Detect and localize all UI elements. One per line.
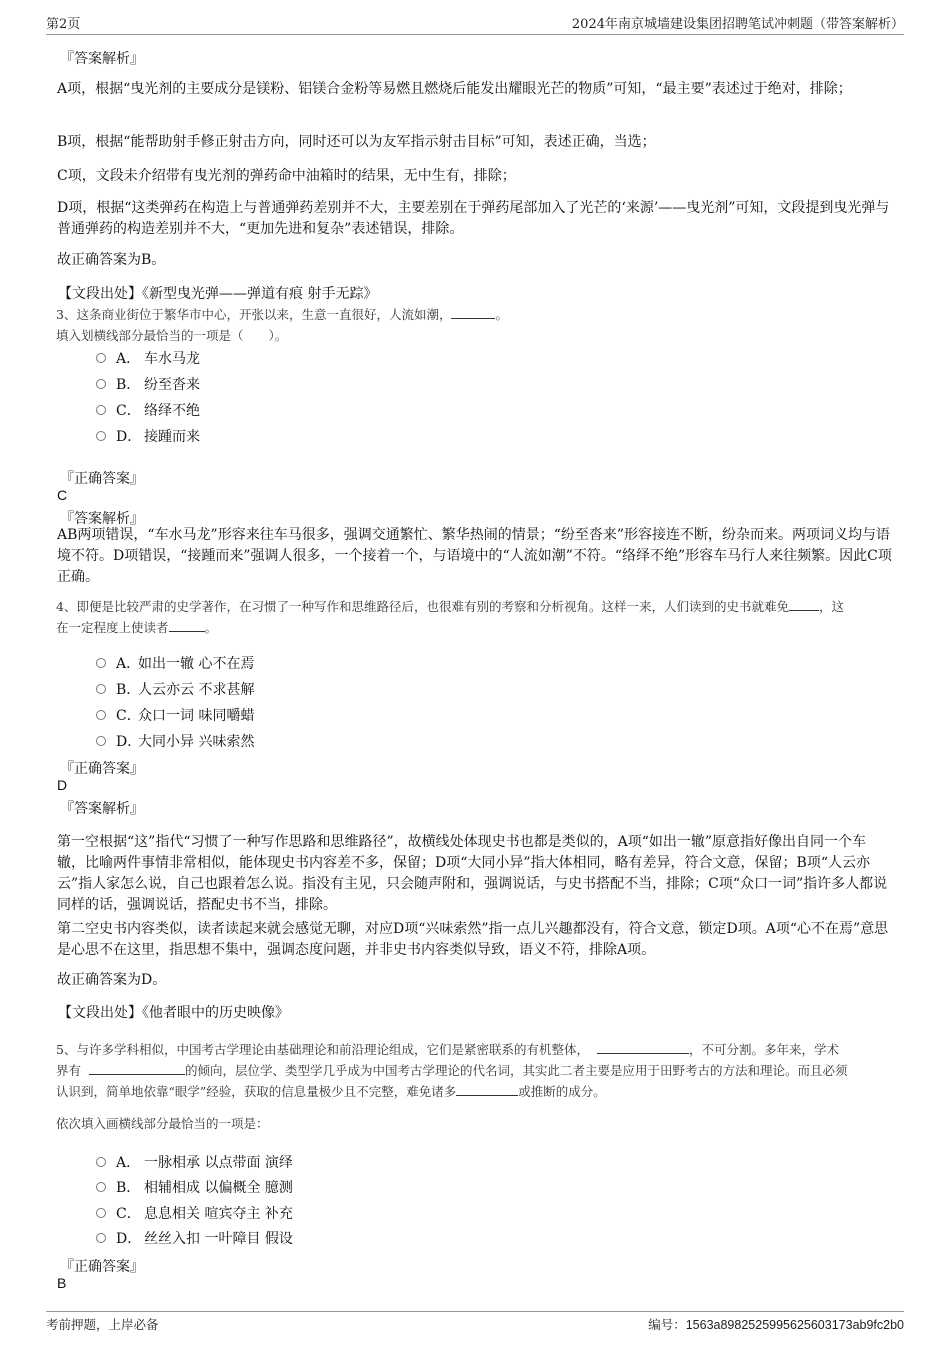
q5-blank-2 bbox=[89, 1060, 185, 1075]
radio-icon[interactable] bbox=[96, 684, 106, 694]
q2-analysis-d: D项，根据“这类弹药在构造上与普通弹药差别并不大，主要差别在于弹药尾部加入了光芒的‘来源’——曳光剂”可知，文段提到曳光弹与普通弹药的构造差别并不大，“更加先进和复杂”表述错误，排除。 bbox=[57, 200, 890, 237]
q3-analysis-label: 『答案解析』 bbox=[60, 511, 144, 527]
q5-blank-3 bbox=[456, 1081, 518, 1096]
q2-analysis-b: B项，根据“能帮助射手修正射击方向，同时还可以为友军指示射击目标”可知，表述正确，当选； bbox=[57, 134, 656, 150]
radio-icon[interactable] bbox=[96, 1157, 106, 1167]
radio-icon[interactable] bbox=[96, 710, 106, 720]
document-title: 2024年南京城墙建设集团招聘笔试冲刺题（带答案解析） bbox=[571, 17, 904, 32]
q3-instruction: 填入划横线部分最恰当的一项是（ ）。 bbox=[56, 328, 288, 343]
q4-analysis-2: 第二空史书内容类似，读者读起来就会感觉无聊，对应D项“兴味索然”指一点儿兴趣都没有，符合文意，锁定D项。A项“心不在焉”意思是心思不在这里，指思想不集中，强调态度问题，并非史书内容类似导致，语义不符，排除A项。 bbox=[57, 921, 889, 958]
q3-analysis: AB两项错误，“车水马龙”形容来往车马很多，强调交通繁忙、繁华热闹的情景；“纷至沓来”形容接连不断，纷杂而来。两项词义均与语境不符。D项错误，“接踵而来”强调人很多，一个接着一个，与语境中的“人流如潮”不符。“络绎不绝”形容车马行人来往频繁。因此C项正确。 bbox=[57, 527, 892, 585]
radio-icon[interactable] bbox=[96, 1182, 106, 1192]
q4-option-b[interactable]: B． 人云亦云 不求甚解 bbox=[96, 679, 254, 699]
radio-icon[interactable] bbox=[96, 736, 106, 746]
page-number: 第2页 bbox=[46, 17, 81, 32]
radio-icon[interactable] bbox=[96, 1233, 106, 1243]
q3-answer: C bbox=[57, 487, 68, 503]
q3-option-d[interactable]: D． 接踵而来 bbox=[96, 426, 200, 446]
q4-option-c[interactable]: C． 众口一词 味同嚼蜡 bbox=[96, 705, 254, 725]
footer-slogan: 考前押题，上岸必备 bbox=[46, 1317, 159, 1332]
q3-option-c[interactable]: C． 络绎不绝 bbox=[96, 400, 200, 420]
q4-option-a[interactable]: A． 如出一辙 心不在焉 bbox=[96, 653, 254, 673]
radio-icon[interactable] bbox=[96, 431, 106, 441]
q4-answer: D bbox=[57, 777, 68, 793]
q2-conclusion: 故正确答案为B。 bbox=[57, 252, 166, 268]
q4-option-d[interactable]: D． 大同小异 兴味索然 bbox=[96, 731, 254, 751]
q3-answer-label: 『正确答案』 bbox=[60, 471, 144, 487]
q5-blank-1 bbox=[597, 1039, 689, 1054]
radio-icon[interactable] bbox=[96, 353, 106, 363]
radio-icon[interactable] bbox=[96, 379, 106, 389]
q4-answer-label: 『正确答案』 bbox=[60, 761, 144, 777]
q3-option-a[interactable]: A． 车水马龙 bbox=[96, 348, 200, 368]
q4-blank-2 bbox=[169, 617, 205, 632]
q5-answer: B bbox=[57, 1275, 67, 1291]
radio-icon[interactable] bbox=[96, 1208, 106, 1218]
q2-analysis-label: 『答案解析』 bbox=[60, 51, 144, 67]
q5-option-a[interactable]: A． 一脉相承 以点带面 演绎 bbox=[96, 1152, 293, 1172]
q2-source: 【文段出处】《新型曳光弹——弹道有痕 射手无踪》 bbox=[58, 286, 378, 302]
q3-blank bbox=[451, 304, 495, 319]
q3-option-b[interactable]: B． 纷至沓来 bbox=[96, 374, 200, 394]
radio-icon[interactable] bbox=[96, 405, 106, 415]
q4-analysis-1: 第一空根据“这”指代“习惯了一种写作思路和思维路径”，故横线处体现史书也都是类似的，A项“如出一辙”原意指好像出自同一个车辙，比喻两件事情非常相似，能体现史书内容差不多，保留；D项“大同小异”指大体相同，略有差异，符合文意，保留；B项“人云亦云”指人家怎么说，自己也跟着怎么说。指没有主见，只会随声附和，强调说话，与史书搭配不当，排除；C项“众口一词”指许多人都说同样的话，强调说话，搭配史书不当，排除。 bbox=[57, 834, 888, 913]
q5-option-c[interactable]: C． 息息相关 喧宾夺主 补充 bbox=[96, 1203, 293, 1223]
page-header bbox=[46, 12, 904, 35]
q5-stem: 5、与许多学科相似，中国考古学理论由基础理论和前沿理论组成，它们是紧密联系的有机整体， ，不可分割。多年来，学术 界有 的倾向，层位学、类型学几乎成为中国考古学理论的代名词，其实此二者主要是应用于田野考古的方法和理论。而且必须 认识到，简单地依靠“眼学”经验，获取的信息量极少且不完整，难免诸多 或推断的成分。 bbox=[56, 1039, 898, 1102]
q2-analysis-c: C项，文段未介绍带有曳光剂的弹药命中油箱时的结果，无中生有，排除； bbox=[57, 168, 516, 184]
q4-stem: 4、即便是比较严肃的史学著作，在习惯了一种写作和思维路径后，也很难有别的考察和分析视角。这样一来，人们读到的史书就难免 ，这 在一定程度上使读者 。 bbox=[56, 596, 898, 638]
q4-blank-1 bbox=[789, 596, 819, 611]
q3-stem: 3、这条商业街位于繁华市中心，开张以来，生意一直很好，人流如潮， 。 bbox=[56, 304, 508, 325]
page-footer bbox=[46, 1311, 904, 1333]
document-code: 编号：1563a8982525995625603173ab9fc2b0 bbox=[648, 1318, 904, 1332]
q4-conclusion: 故正确答案为D。 bbox=[57, 972, 167, 988]
radio-icon[interactable] bbox=[96, 658, 106, 668]
q4-source: 【文段出处】《他者眼中的历史映像》 bbox=[58, 1005, 289, 1021]
q5-option-d[interactable]: D． 丝丝入扣 一叶障目 假设 bbox=[96, 1228, 293, 1248]
q5-answer-label: 『正确答案』 bbox=[60, 1259, 144, 1275]
q4-analysis-label: 『答案解析』 bbox=[60, 801, 144, 817]
q5-option-b[interactable]: B． 相辅相成 以偏概全 臆测 bbox=[96, 1177, 293, 1197]
q2-analysis-a: A项，根据“曳光剂的主要成分是镁粉、铝镁合金粉等易燃且燃烧后能发出耀眼光芒的物质”可知，“最主要”表述过于绝对，排除； bbox=[57, 81, 852, 97]
q5-instruction: 依次填入画横线部分最恰当的一项是： bbox=[56, 1116, 269, 1131]
